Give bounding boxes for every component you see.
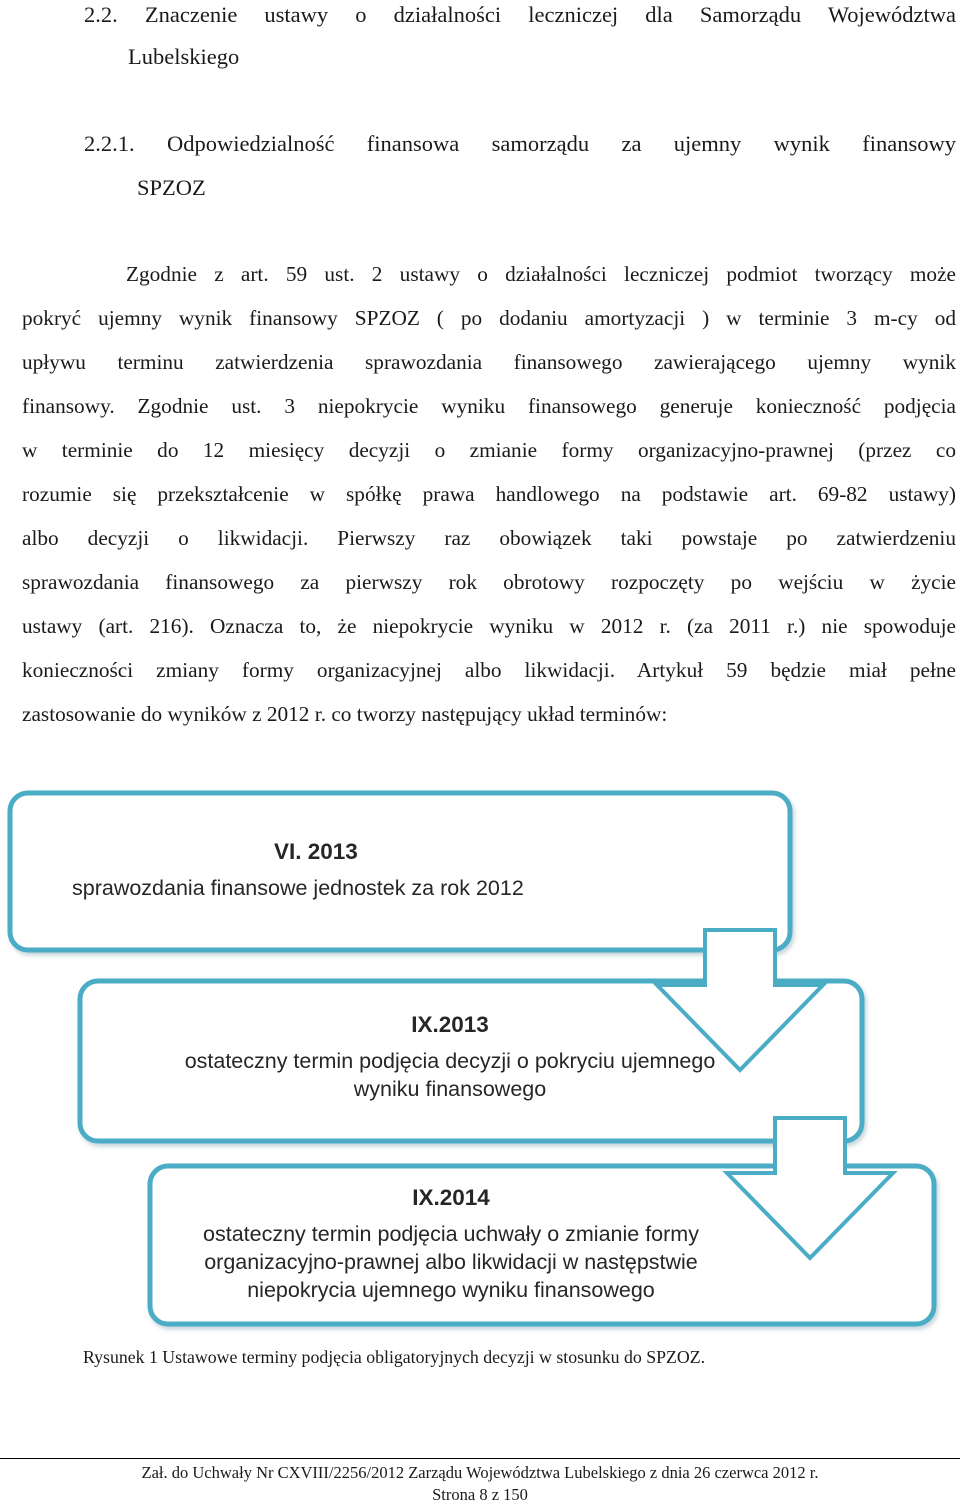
step-1-title: VI. 2013 (274, 839, 358, 864)
page-number: Strona 8 z 150 (432, 1485, 528, 1504)
step-2-title: IX.2013 (411, 1012, 489, 1037)
subsection-heading: 2.2.1. Odpowiedzialność finansowa samorządu za ujemny wynik finansowy (84, 131, 956, 156)
step-3-description-line: organizacyjno-prawnej albo likwidacji w następstwie (204, 1250, 698, 1274)
section-heading-continued: Lubelskiego (128, 44, 240, 69)
footer-note: Zał. do Uchwały Nr CXVIII/2256/2012 Zarządu Województwa Lubelskiego z dnia 26 czerwca 2012 r. (141, 1463, 819, 1482)
paragraph-line: ustawy (art. 216). Oznacza to, że niepokrycie wyniku w 2012 r. (za 2011 r.) nie spowoduje (22, 614, 956, 638)
step-3-description-line: ostateczny termin podjęcia uchwały o zmianie formy (203, 1222, 699, 1246)
timeline-diagram (0, 780, 960, 1340)
step-1-description: sprawozdania finansowe jednostek za rok 2012 (72, 876, 524, 900)
figure-caption: Rysunek 1 Ustawowe terminy podjęcia obligatoryjnych decyzji w stosunku do SPZOZ. (83, 1347, 706, 1367)
paragraph-line: pokryć ujemny wynik finansowy SPZOZ ( po dodaniu amortyzacji ) w terminie 3 m-cy od (22, 306, 956, 330)
step-3-description-line: niepokrycia ujemnego wyniku finansowego (247, 1278, 655, 1302)
subsection-heading-continued: SPZOZ (137, 175, 206, 200)
step-2-description-line: wyniku finansowego (353, 1077, 547, 1101)
paragraph-line: w terminie do 12 miesięcy decyzji o zmianie formy organizacyjno-prawnej (przez co (22, 438, 956, 462)
paragraph-line: upływu terminu zatwierdzenia sprawozdania finansowego zawierającego ujemny wynik (22, 350, 956, 374)
step-1-text (72, 838, 524, 902)
paragraph-line: albo decyzji o likwidacji. Pierwszy raz obowiązek taki powstaje po zatwierdzeniu (22, 526, 956, 550)
step-3-title: IX.2014 (412, 1185, 490, 1210)
footer-divider (0, 1458, 960, 1459)
step-2-description-line: ostateczny termin podjęcia decyzji o pokryciu ujemnego (184, 1049, 716, 1073)
body-paragraph (22, 252, 956, 736)
paragraph-line: Zgodnie z art. 59 ust. 2 ustawy o działalności leczniczej podmiot tworzący może (126, 262, 956, 286)
paragraph-line: zastosowanie do wyników z 2012 r. co tworzy następujący układ terminów: (22, 702, 668, 726)
step-3-text (150, 1184, 752, 1304)
step-2-text (80, 1011, 820, 1103)
paragraph-line: rozumie się przekształcenie w spółkę prawa handlowego na podstawie art. 69-82 ustawy) (22, 482, 956, 506)
paragraph-line: konieczności zmiany formy organizacyjnej albo likwidacji. Artykuł 59 będzie miał pełne (22, 658, 956, 682)
paragraph-line: finansowy. Zgodnie ust. 3 niepokrycie wyniku finansowego generuje konieczność podjęcia (22, 394, 956, 418)
section-heading: 2.2. Znaczenie ustawy o działalności leczniczej dla Samorządu Województwa (84, 2, 956, 27)
paragraph-line: sprawozdania finansowego za pierwszy rok obrotowy rozpoczęty po wejściu w życie (22, 570, 956, 594)
